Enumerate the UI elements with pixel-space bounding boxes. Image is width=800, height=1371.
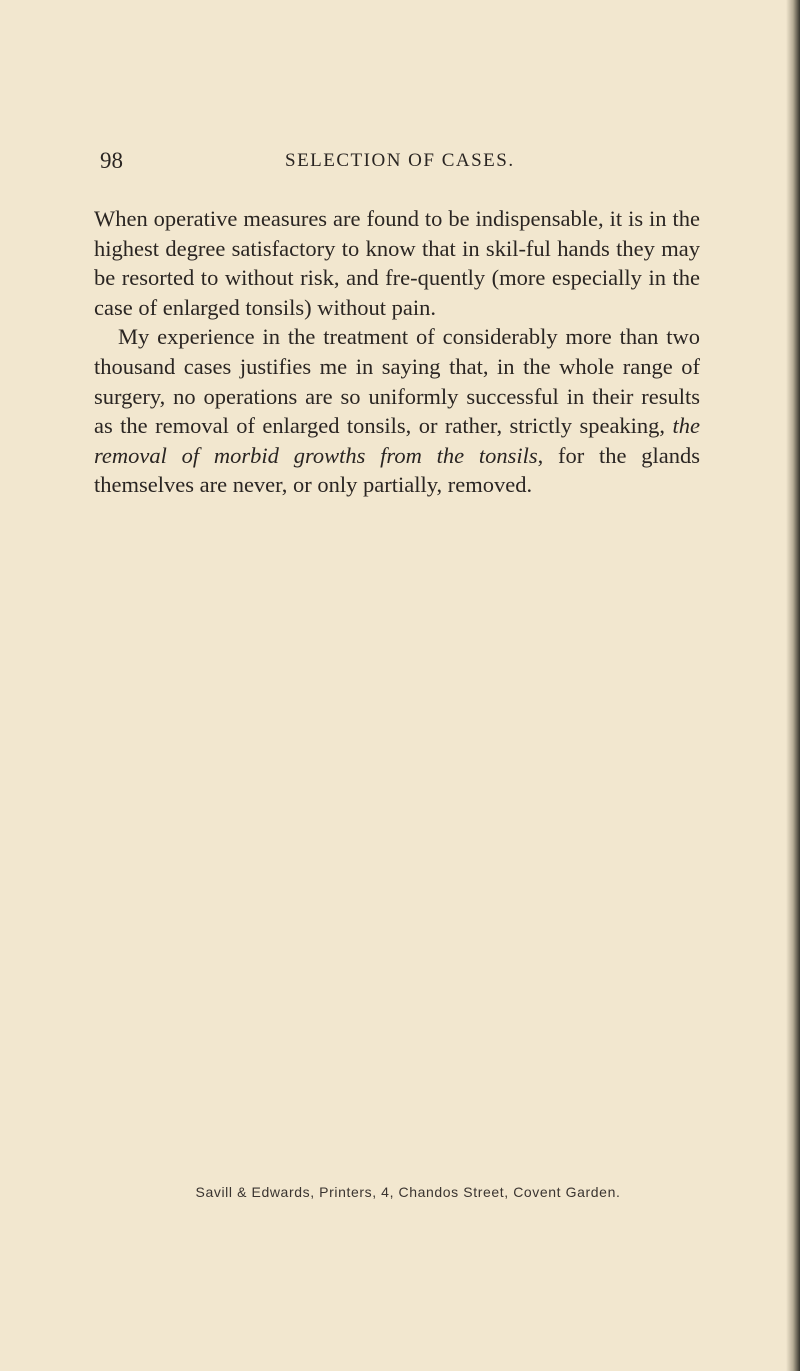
page-edge-shadow xyxy=(786,0,800,1371)
printer-imprint xyxy=(0,1184,800,1200)
paragraph-experience-start: My experience in the treatment of considerably more than two thousand cases justifies me in saying that, in the whole range of surgery, no operations are so uniformly successful in their results as the removal of enlarged tonsils, or rather, strictly speaking, xyxy=(94,324,700,439)
running-title: SELECTION OF CASES. xyxy=(285,150,515,171)
page-header xyxy=(0,148,800,178)
body-text xyxy=(94,204,700,500)
italic-phrase-morbid-growths: the removal of morbid growths from the tonsils xyxy=(94,413,700,468)
paragraph-operative-measures: When operative measures are found to be indispensable, it is in the highest degree satisfactory to know that in skil-ful hands they may be resorted to without risk, and fre-quently (more especially in the case of enlarged tonsils) without pain. xyxy=(94,206,700,320)
paragraph-experience xyxy=(94,322,700,500)
page-number: 98 xyxy=(100,148,123,173)
printer-imprint-text: Savill & Edwards, Printers, 4, Chandos Street, Covent Garden. xyxy=(195,1184,621,1200)
paragraph-experience-end: , for the glands themselves are never, or only partially, removed. xyxy=(94,442,700,498)
